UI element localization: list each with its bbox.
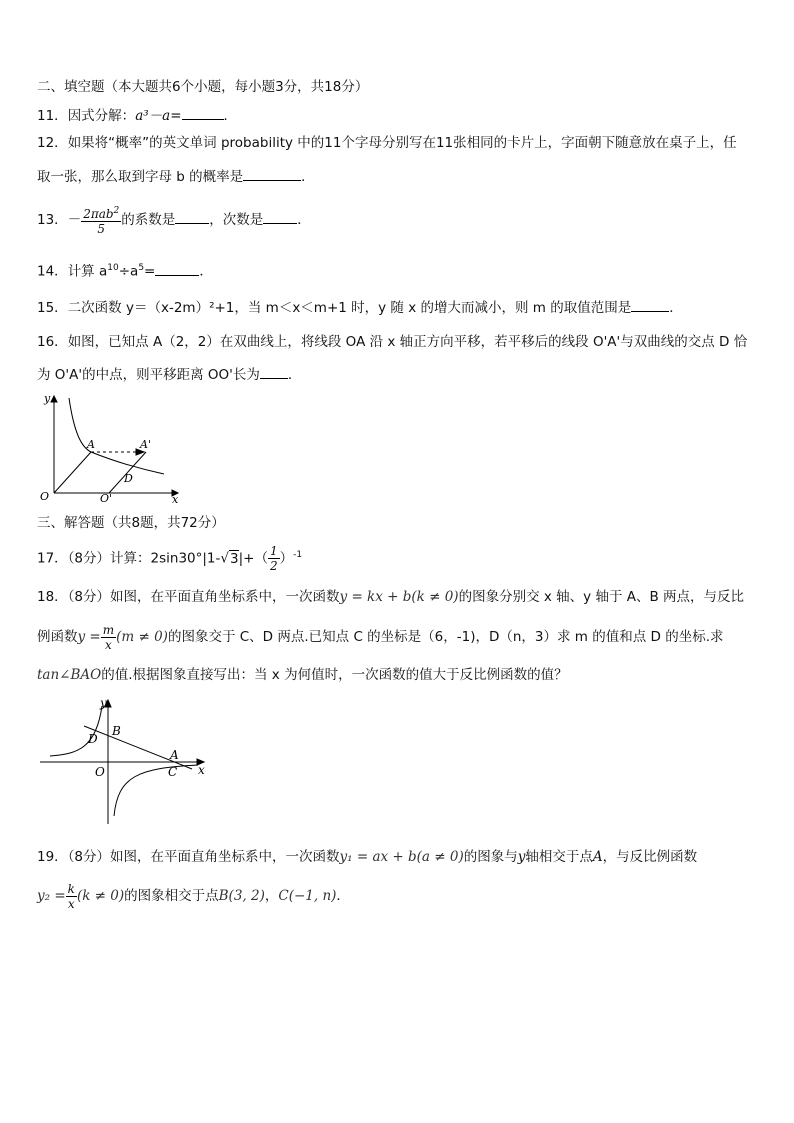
fig18-label-B: B <box>112 724 121 738</box>
hyperbola-curve <box>69 398 164 474</box>
q18-linear-function: y = kx + b(k ≠ 0) <box>339 589 459 605</box>
q16-number: 16． <box>37 334 68 350</box>
fig18-label-C: C <box>168 765 178 779</box>
question-18-line3: tan∠BAO的值.根据图象直接写出：当 x 为何值时，一次函数的值大于反比例函数的值？ <box>37 667 568 683</box>
fig18-label-y: y <box>100 696 107 710</box>
fig16-label-O: O <box>40 490 50 503</box>
question-12-line1 <box>37 134 737 152</box>
q13-degree-blank[interactable] <box>263 209 297 224</box>
section-2-heading: 二、填空题（本大题共6个小题，每小题3分，共18分） <box>37 79 369 95</box>
question-12-line2: 取一张，那么取到字母 b 的概率是 ． <box>37 166 315 186</box>
q17-number: 17． <box>37 550 68 567</box>
q19-number: 19． <box>37 849 68 865</box>
q18-number: 18． <box>37 589 68 605</box>
figure-18-graph <box>38 696 210 828</box>
question-18-line2: 例函数y = $\frac{m}{x}$ (m ≠ 0)的图象交于 C、D 两点.已知点 C 的坐标是（6，-1)，D（n，3）求 m 的值和点 D 的坐标.求 <box>37 622 724 652</box>
q15-answer-blank[interactable] <box>631 297 669 312</box>
hyperbola-branch-left <box>50 706 102 756</box>
y-axis-arrow <box>51 396 57 402</box>
figure-16-graph <box>36 392 186 504</box>
q13-coefficient-blank[interactable] <box>175 209 209 224</box>
fig16-label-y: y <box>44 392 51 405</box>
question-11: 11．因式分解：a³－a= ． <box>37 105 237 125</box>
question-17: 17．（8分）计算：2sin30°|1-√3|+（ $\frac{1}{2}$ ）$^{-1}$ <box>37 544 303 573</box>
q19-inverse-fraction: $\frac{k}{x}$ <box>67 881 75 911</box>
section-3-heading: 三、解答题（共8题，共72分） <box>37 515 225 531</box>
fig16-label-D: D <box>124 472 133 485</box>
question-14: 14．计算 $a^{10}\div a^5=$ ． <box>37 259 213 281</box>
q17-fraction: $\frac{1}{2}$ <box>269 544 278 573</box>
q14-answer-blank[interactable] <box>155 261 199 276</box>
q13-fraction: $\frac{2\pi ab^2}{5}$ <box>83 206 120 236</box>
hyperbola-branch-right <box>114 765 198 816</box>
q11-text: 因式分解： <box>67 108 136 124</box>
question-15: 15．二次函数 y＝（x-2m）²+1，当 m＜x＜m+1 时，y 随 x 的增大而减小，则 m 的取值范围是 ． <box>37 297 683 317</box>
question-18-line1: 18．（8分）如图，在平面直角坐标系中，一次函数y = kx + b(k ≠ 0)的图象分别交 x 轴、y 轴于 A、B 两点，与反比 <box>37 589 745 605</box>
question-16-line2: 为 O'A'的中点，则平移距离 OO'长为 ． <box>37 364 301 384</box>
q12-text2: 取一张，那么取到字母 b 的概率是 <box>37 169 244 185</box>
q12-answer-blank[interactable] <box>243 166 301 181</box>
q16-answer-blank[interactable] <box>260 364 288 379</box>
fig18-label-O: O <box>95 765 105 779</box>
q12-number: 12． <box>37 135 68 151</box>
q18-inverse-fraction: $\frac{m}{x}$ <box>102 622 115 652</box>
fig16-label-A: A <box>87 438 95 451</box>
q11-answer-blank[interactable] <box>182 105 224 120</box>
q14-number: 14． <box>37 263 68 280</box>
q11-expression: a³－a= <box>135 108 182 124</box>
question-19-line2: y₂ = $\frac{k}{x}$ (k ≠ 0)的图象相交于点B(3, 2)，C(−1, n)． <box>37 881 350 911</box>
fig18-label-A: A <box>170 748 179 762</box>
fig18-label-D: D <box>88 732 98 746</box>
q13-number: 13． <box>37 212 68 228</box>
segment-OA <box>54 452 91 493</box>
fig16-label-A-prime: A' <box>140 438 151 451</box>
question-19-line1: 19．（8分）如图，在平面直角坐标系中，一次函数y₁ = ax + b(a ≠ 0)的图象与y轴相交于点A，与反比例函数 <box>37 849 698 865</box>
question-16-line1: 16．如图，已知点 A（2，2）在双曲线上，将线段 OA 沿 x 轴正方向平移，若平移后的线段 O'A'与双曲线的交点 D 恰 <box>37 334 748 350</box>
q18-tan-expression: tan∠BAO <box>37 667 102 683</box>
q15-number: 15． <box>37 300 68 316</box>
fig16-label-x: x <box>172 493 179 504</box>
fig16-label-O-prime: O' <box>100 492 113 504</box>
question-13: 13．－ $\frac{2\pi ab^2}{5}$ 的系数是 ，次数是 ． <box>37 206 311 236</box>
fig18-label-x: x <box>198 763 205 777</box>
q11-number: 11． <box>37 108 68 124</box>
q19-linear-function: y₁ = ax + b(a ≠ 0) <box>339 849 464 865</box>
q12-text1: 如果将“概率”的英文单词 probability 中的11个字母分别写在11张相同的卡片上，字面朝下随意放在桌子上，任 <box>67 135 737 151</box>
